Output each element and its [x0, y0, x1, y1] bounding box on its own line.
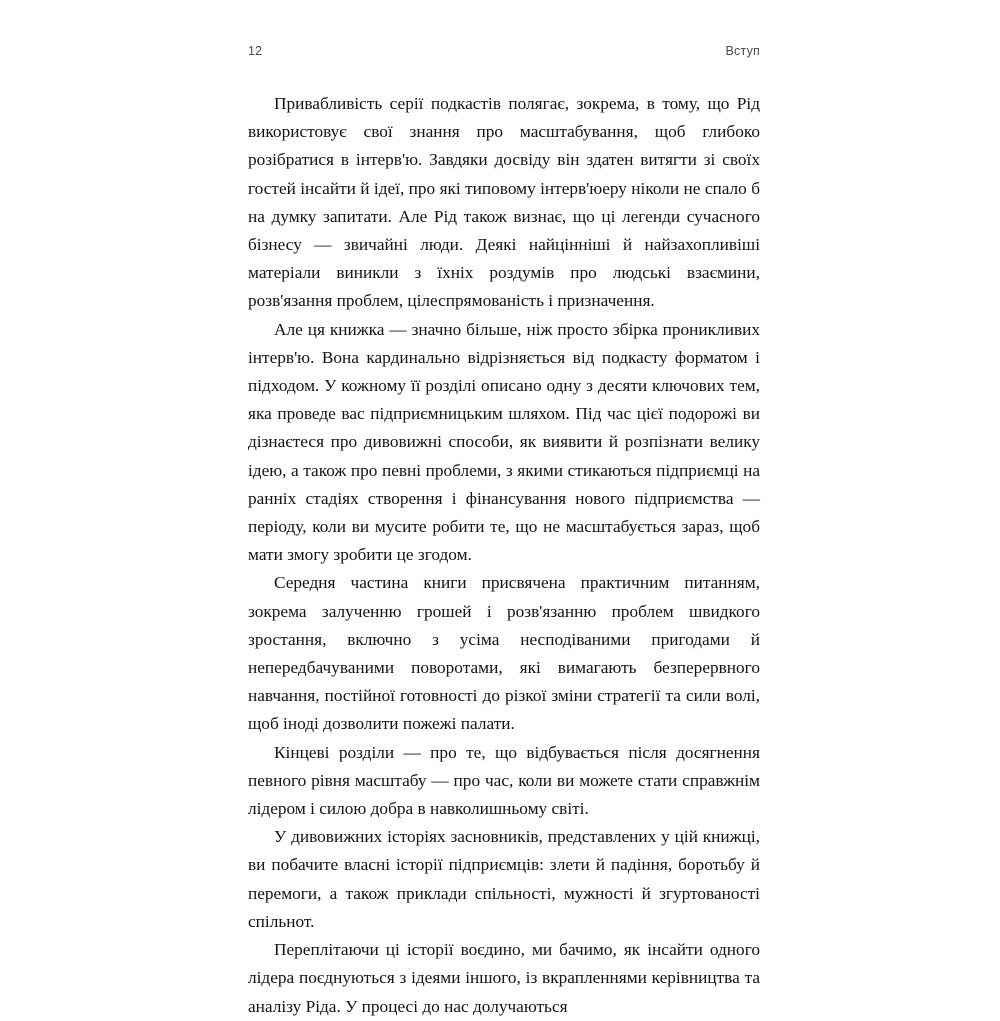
page-content-column [248, 44, 760, 1021]
chapter-title-header: Вступ [725, 44, 760, 58]
paragraph: Переплітаючи ці історії воєдино, ми бачимо, як інсайти одного лідера поєднуються з ідеями іншого, із вкрапленнями керівництва та аналізу Ріда. У процесі до нас долучаються [248, 940, 760, 1016]
paragraph: Середня частина книги присвячена практичним питанням, зокрема залученню грошей і розв'язанню проблем швидкого зростання, включно з усіма несподіваними пригодами й непередбачуваними поворотами, які вимагають безперервного навчання, постійної готовності до різкої зміни стратегії та сили волі, щоб іноді дозволити пожежі палати. [248, 573, 760, 734]
running-head [248, 44, 760, 58]
page-number: 12 [248, 44, 263, 58]
paragraph: Привабливість серії подкастів полягає, зокрема, в тому, що Рід використовує свої знання про масштабування, щоб глибоко розібратися в інтерв'ю. Завдяки досвіду він здатен витягти зі своїх гостей інсайти й ідеї, про які типовому інтерв'юеру ніколи не спало б на думку запитати. Але Рід також визнає, що ці легенди сучасного бізнесу — звичайні люди. Деякі найцінніші й найзахопливіші матеріали виникли з їхніх роздумів про людські взаємини, розв'язання проблем, цілеспрямованість і призначення. [248, 94, 760, 311]
paragraph: У дивовижних історіях засновників, представлених у цій книжці, ви побачите власні історії підприємців: злети й падіння, боротьбу й перемоги, а також приклади спільності, мужності й згуртованості спільнот. [248, 827, 760, 931]
paragraph: Але ця книжка — значно більше, ніж просто збірка проникливих інтерв'ю. Вона кардинально відрізняється від подкасту форматом і підходом. У кожному її розділі описано одну з десяти ключових тем, яка проведе вас підприємницьким шляхом. Під час цієї подорожі ви дізнаєтеся про дивовижні способи, як виявити й розпізнати велику ідею, а також про певні проблеми, з якими стикаються підприємці на ранніх стадіях створення і фінансування нового підприємства — періоду, коли ви мусите робити те, що не масштабується зараз, щоб мати змогу зробити це згодом. [248, 319, 760, 565]
paragraph: Кінцеві розділи — про те, що відбувається після досягнення певного рівня масштабу — про час, коли ви можете стати справжнім лідером і силою добра в навколишньому світі. [248, 742, 760, 819]
body-text [248, 90, 760, 1021]
